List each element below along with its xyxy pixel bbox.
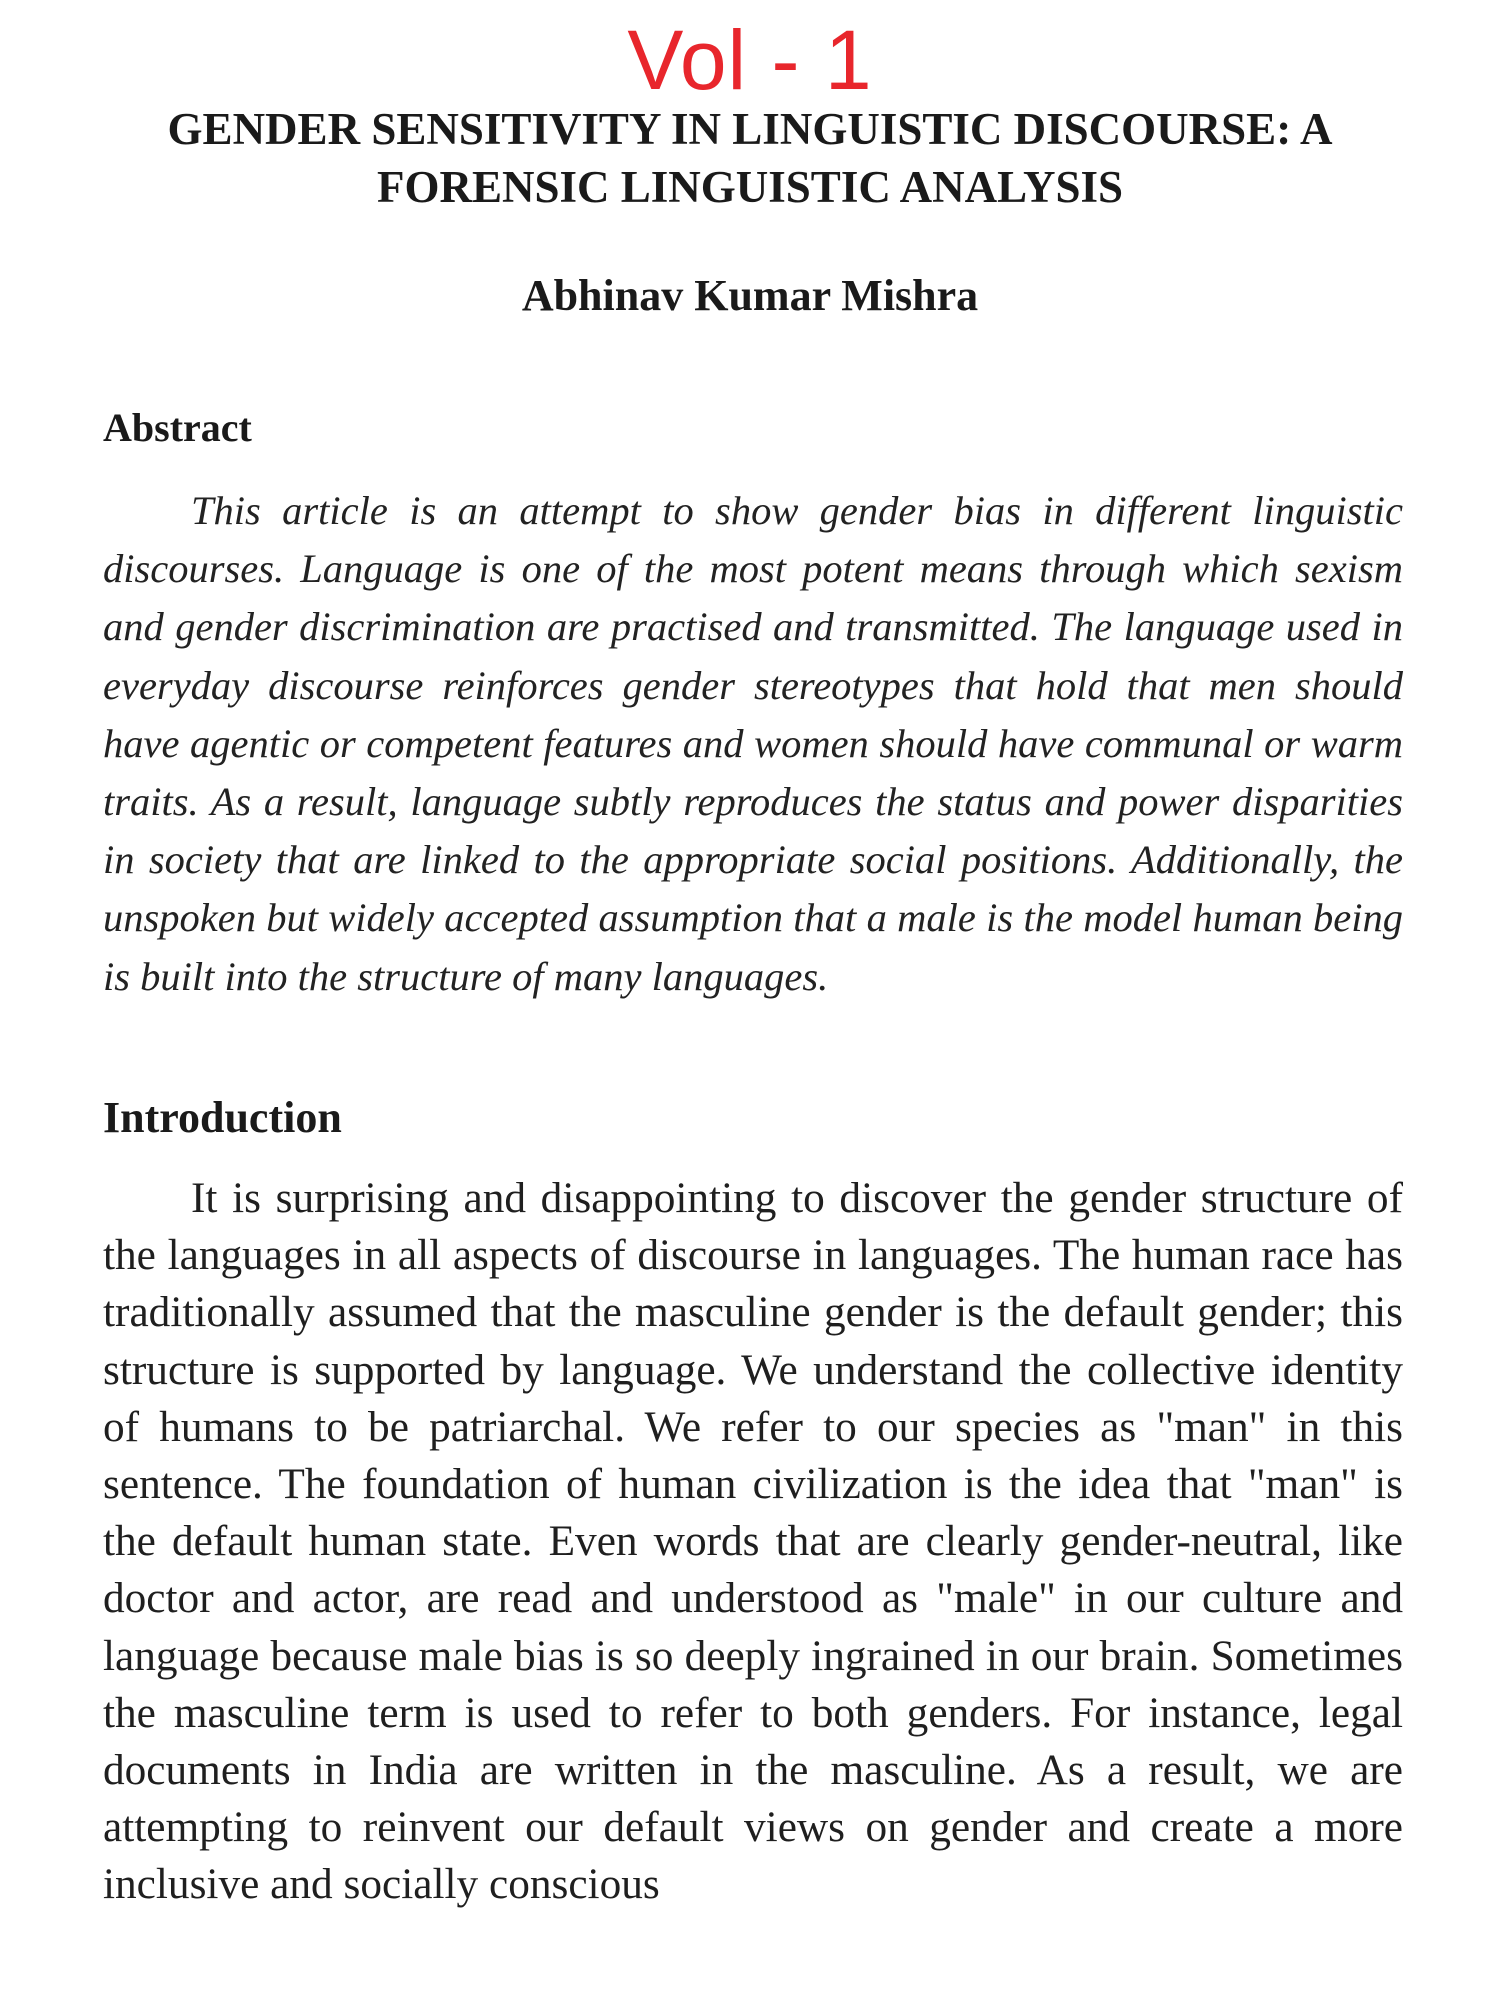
article-title: GENDER SENSITIVITY IN LINGUISTIC DISCOURSE: A FORENSIC LINGUISTIC ANALYSIS [167,104,1333,212]
abstract-text: This article is an attempt to show gender bias in different linguistic discourses. Language is one of the most potent means through which sexism and gender discrimination are practised and transmitted. The language used in everyday discourse reinforces gender stereotypes that hold that men should have agentic or competent features and women should have communal or warm traits. As a result, language subtly reproduces the status and power disparities in society that are linked to the appropriate social positions. Additionally, the unspoken but widely accepted assumption that a male is the model human being is built into the structure of many languages. [103,488,1403,999]
introduction-heading: Introduction [103,1093,342,1142]
introduction-text: It is surprising and disappointing to discover the gender structure of the languages in all aspects of discourse in languages. The human race has traditionally assumed that the masculine gender is the default gender; this structure is supported by language. We understand the collective identity of humans to be patriarchal. We refer to our species as "man" in this sentence. The foundation of human civilization is the idea that "man" is the default human state. Even words that are clearly gender-neutral, like doctor and actor, are read and understood as "male" in our culture and language because male bias is so deeply ingrained in our brain. Sometimes the masculine term is used to refer to both genders. For instance, legal documents in India are written in the masculine. As a result, we are attempting to reinvent our default views on gender and create a more inclusive and socially conscious [103,1174,1403,1909]
article-author: Abhinav Kumar Mishra [521,271,979,320]
volume-label: Vol - 1 [627,13,873,107]
abstract-heading: Abstract [103,405,252,450]
